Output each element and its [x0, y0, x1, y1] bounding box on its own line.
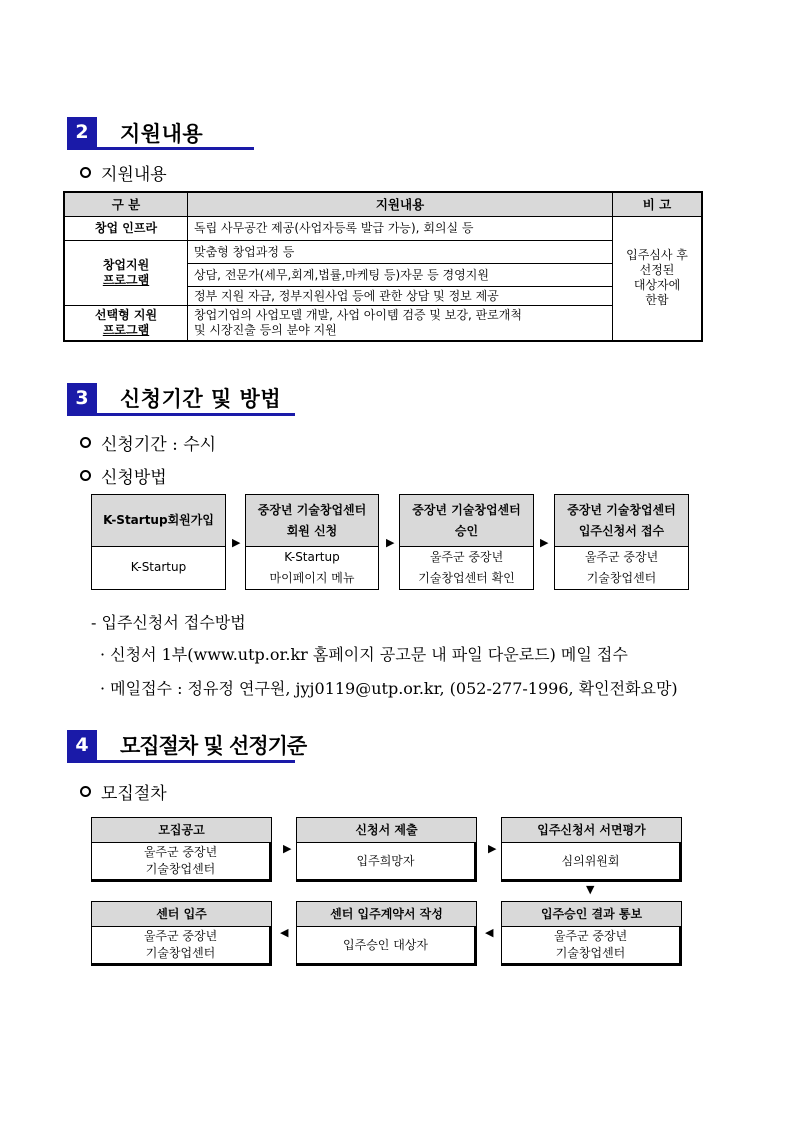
content-cell: 독립 사무공간 제공(사업자등록 발급 가능), 회의실 등 — [188, 217, 613, 241]
circle-bullet-icon — [80, 786, 91, 797]
section-2-underline — [67, 147, 254, 150]
table-row — [64, 241, 702, 264]
content-cell: 정부 지원 자금, 정부지원사업 등에 관한 상담 및 정보 제공 — [188, 287, 613, 306]
process-body-line: 기술창업센터 — [145, 862, 216, 876]
process-step-body — [502, 927, 681, 965]
circle-bullet-icon — [80, 167, 91, 178]
flow-body-line: 울주군 중장년 — [584, 549, 659, 564]
process-body-line: 심의위원회 — [561, 853, 620, 868]
flow-step-body — [555, 547, 688, 588]
header-note: 비 고 — [613, 192, 703, 217]
table-row — [64, 306, 702, 341]
content-line: 창업기업의 사업모델 개발, 사업 아이템 검증 및 보강, 판로개척 — [194, 307, 522, 322]
flow-body-line: K-Startup — [284, 549, 340, 564]
process-body-line: 입주희망자 — [356, 853, 415, 868]
section-3-bullet-period — [80, 430, 216, 455]
process-step-title: 모집공고 — [92, 818, 271, 843]
table-row — [64, 217, 702, 241]
flow-body-line: 마이페이지 메뉴 — [269, 570, 355, 585]
arrow-right-icon: ▶ — [386, 536, 395, 549]
method-heading: - 입주신청서 접수방법 — [91, 613, 246, 632]
header-content: 지원내용 — [188, 192, 613, 217]
process-step-title: 센터 입주계약서 작성 — [297, 902, 476, 927]
note-line: 선정된 — [639, 263, 675, 278]
flow-title-line: 중장년 기술창업센터 — [257, 502, 367, 517]
process-body-line: 기술창업센터 — [145, 946, 216, 960]
flow-title-line: 승인 — [454, 523, 479, 538]
flow-body-line: K-Startup — [130, 560, 187, 574]
category-line: 프로그램 — [102, 322, 150, 337]
note-line: 대상자에 — [633, 278, 681, 293]
flow-step-title — [400, 495, 533, 547]
section-4-number: 4 — [67, 730, 97, 760]
flow-step-body — [400, 547, 533, 588]
section-4-underline — [67, 760, 295, 763]
section-2-bullet — [80, 160, 167, 185]
category-cell — [64, 306, 188, 341]
flow-step-4 — [554, 494, 689, 590]
arrow-down-icon: ▼ — [586, 883, 595, 896]
arrow-right-icon: ▶ — [540, 536, 549, 549]
category-cell: 창업 인프라 — [64, 217, 188, 241]
section-2-title: 지원내용 — [120, 122, 204, 146]
section-4-title: 모집절차 및 선정기준 — [120, 734, 307, 758]
process-step-body — [297, 927, 476, 965]
process-step-1 — [91, 817, 272, 882]
section-3-underline — [67, 413, 295, 416]
process-body-line: 기술창업센터 — [555, 946, 626, 960]
process-step-5 — [296, 901, 477, 966]
section-3-number: 3 — [67, 383, 97, 413]
flow-title-line: 중장년 기술창업센터 — [567, 502, 676, 517]
arrow-left-icon: ◀ — [280, 926, 289, 939]
process-body-line: 울주군 중장년 — [143, 929, 218, 943]
section-2-number: 2 — [67, 117, 97, 147]
flow-title-line: K-Startup회원가입 — [103, 513, 214, 527]
table-header-row — [64, 192, 702, 217]
flow-step-title — [555, 495, 688, 547]
process-step-3 — [501, 817, 682, 882]
bullet-text: 신청기간 : 수시 — [101, 435, 217, 455]
bullet-text: 모집절차 — [101, 784, 167, 804]
flow-step-body — [246, 547, 378, 588]
circle-bullet-icon — [80, 437, 91, 448]
process-step-title: 입주신청서 서면평가 — [502, 818, 681, 843]
arrow-right-icon: ▶ — [488, 842, 497, 855]
process-body-line: 울주군 중장년 — [143, 845, 218, 859]
process-body-line: 울주군 중장년 — [553, 929, 628, 943]
process-step-title: 신청서 제출 — [297, 818, 476, 843]
flow-title-line: 중장년 기술창업센터 — [412, 502, 521, 517]
flow-title-line: 회원 신청 — [286, 523, 338, 538]
content-cell: 상담, 전문가(세무,회계,법률,마케팅 등)자문 등 경영지원 — [188, 264, 613, 287]
section-3-bullet-method — [80, 463, 167, 488]
process-step-4 — [501, 901, 682, 966]
flow-step-title — [92, 495, 225, 547]
flow-body-line: 기술창업센터 확인 — [418, 570, 515, 585]
content-cell — [188, 306, 613, 341]
section-4-bullet — [80, 779, 167, 804]
process-step-title: 센터 입주 — [92, 902, 271, 927]
arrow-right-icon: ▶ — [232, 536, 241, 549]
flow-step-1 — [91, 494, 226, 590]
flow-title-line: 입주신청서 접수 — [578, 523, 665, 538]
bullet-text: 지원내용 — [101, 165, 167, 185]
process-body-line: 입주승인 대상자 — [343, 937, 428, 952]
note-line: 한함 — [645, 293, 669, 308]
category-line: 선택형 지원 — [94, 307, 158, 322]
content-cell: 맞춤형 창업과정 등 — [188, 241, 613, 264]
header-category: 구 분 — [64, 192, 188, 217]
bullet-text: 신청방법 — [101, 468, 167, 488]
flow-step-2 — [245, 494, 379, 590]
method-line-1: · 신청서 1부(www.utp.or.kr 홈페이지 공고문 내 파일 다운로드) 메일 접수 — [100, 645, 628, 664]
note-line: 입주심사 후 — [626, 248, 688, 263]
process-step-body — [92, 927, 271, 965]
section-3-title: 신청기간 및 방법 — [120, 387, 282, 411]
content-line: 및 시장진출 등의 분야 지원 — [194, 322, 337, 337]
flow-step-3 — [399, 494, 534, 590]
category-line: 창업지원 — [102, 258, 150, 272]
process-step-6 — [91, 901, 272, 966]
flow-step-title — [246, 495, 378, 547]
circle-bullet-icon — [80, 470, 91, 481]
flow-step-body — [92, 547, 225, 588]
process-step-title: 입주승인 결과 통보 — [502, 902, 681, 927]
process-step-body — [92, 843, 271, 881]
category-line: 프로그램 — [102, 273, 150, 287]
category-cell — [64, 241, 188, 306]
process-step-2 — [296, 817, 477, 882]
support-table — [63, 191, 703, 342]
process-step-body — [502, 843, 681, 881]
flow-body-line: 울주군 중장년 — [429, 549, 504, 564]
flow-body-line: 기술창업센터 — [586, 570, 657, 585]
arrow-left-icon: ◀ — [485, 926, 494, 939]
note-cell — [613, 217, 703, 341]
method-line-2: · 메일접수 : 정유정 연구원, jyj0119@utp.or.kr, (052-277-1996, 확인전화요망) — [100, 679, 678, 698]
arrow-right-icon: ▶ — [283, 842, 292, 855]
process-step-body — [297, 843, 476, 881]
